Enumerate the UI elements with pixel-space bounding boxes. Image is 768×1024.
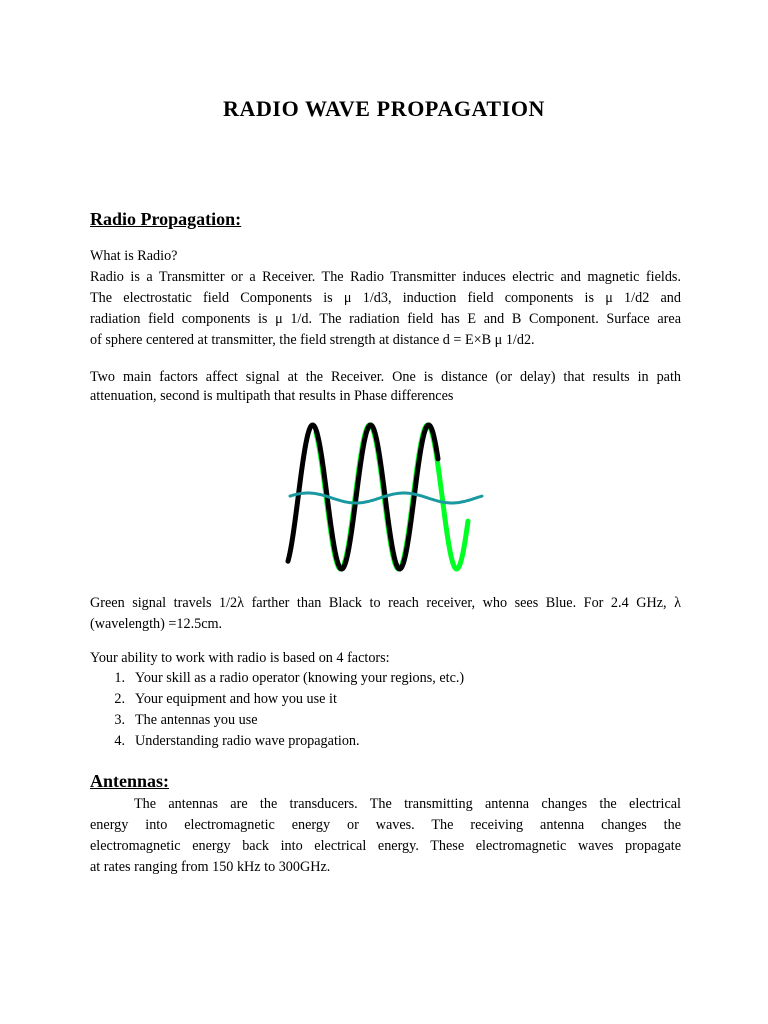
caption-paragraph bbox=[90, 593, 681, 635]
page-title: RADIO WAVE PROPAGATION bbox=[222, 96, 546, 121]
intro-line: The electrostatic field Components is μ 1/d3, induction field components is μ 1/d2 and bbox=[90, 290, 681, 306]
question-line: What is Radio? bbox=[90, 248, 178, 264]
antennas-line: at rates ranging from 150 kHz to 300GHz. bbox=[90, 859, 331, 875]
list-item: 1. Your skill as a radio operator (knowing your regions, etc.) bbox=[114, 670, 465, 686]
list-item: 3. The antennas you use bbox=[114, 712, 258, 728]
antennas-paragraph bbox=[90, 794, 681, 878]
antennas-line: electromagnetic energy back into electrical energy. These electromagnetic waves propagate bbox=[90, 838, 681, 854]
section-heading-antennas: Antennas: bbox=[90, 771, 170, 791]
caption-line: (wavelength) =12.5cm. bbox=[90, 616, 223, 632]
list-item: 2. Your equipment and how you use it bbox=[114, 691, 337, 707]
wave-diagram bbox=[280, 418, 490, 576]
factors-paragraph bbox=[90, 368, 681, 406]
factors-line: attenuation, second is multipath that results in Phase differences bbox=[90, 388, 454, 404]
factors-line: Two main factors affect signal at the Receiver. One is distance (or delay) that results in path bbox=[90, 369, 681, 385]
factors-list bbox=[90, 668, 464, 752]
wave-figure bbox=[280, 418, 490, 576]
intro-line: of sphere centered at transmitter, the field strength at distance d = E×B μ 1/d2. bbox=[90, 332, 535, 348]
list-item: 4. Understanding radio wave propagation. bbox=[114, 733, 360, 749]
antennas-line: energy into electromagnetic energy or waves. The receiving antenna changes the bbox=[90, 817, 681, 833]
antennas-line: The antennas are the transducers. The transmitting antenna changes the electrical bbox=[134, 796, 681, 812]
black-wave bbox=[288, 425, 438, 569]
intro-line: Radio is a Transmitter or a Receiver. The Radio Transmitter induces electric and magnetic fields. bbox=[90, 269, 681, 285]
caption-line: Green signal travels 1/2λ farther than Black to reach receiver, who sees Blue. For 2.4 GHz, λ bbox=[90, 595, 681, 611]
intro-paragraph bbox=[90, 246, 681, 351]
ability-intro: Your ability to work with radio is based on 4 factors: bbox=[90, 650, 390, 666]
section-heading-radio-propagation: Radio Propagation: bbox=[90, 209, 242, 229]
intro-line: radiation field components is μ 1/d. The radiation field has E and B Component. Surface area bbox=[90, 311, 681, 327]
